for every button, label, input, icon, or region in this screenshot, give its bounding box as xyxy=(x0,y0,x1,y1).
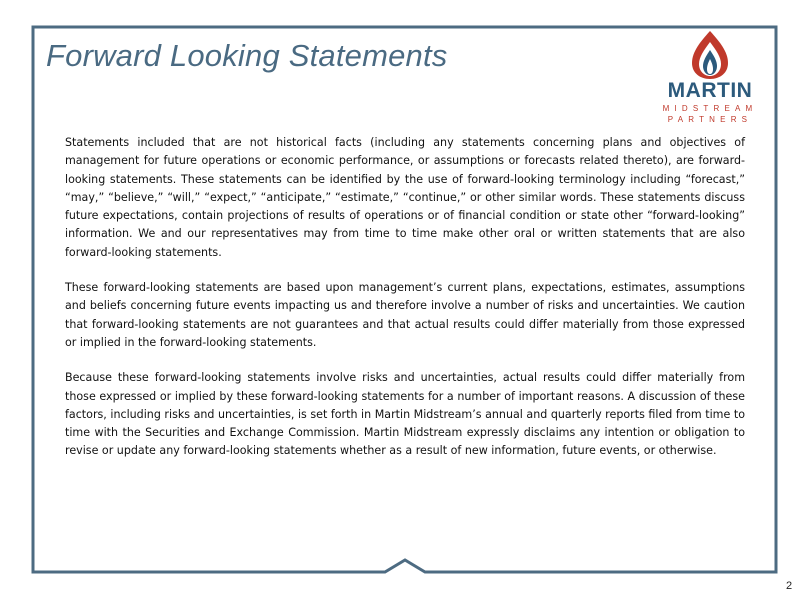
paragraph-statements: Statements included that are not historical facts (including any statements concerning plans and objectives of management for future operations or economic performance, or assumptions or forecasts related thereto), are forward-looking statements. These statements can be identified by the use of forward-looking terminology including “forecast,” “may,” “believe,” “will,” “expect,” “anticipate,” “estimate,” “continue,” or other similar words. These statements discuss future expectations, contain projections of results of operations or of financial condition or state other “forward-looking” information. We and our representatives may from time to time make other oral or written statements that are also forward-looking statements. xyxy=(65,136,745,259)
slide-title: Forward Looking Statements xyxy=(46,38,448,73)
logo-subline-midstream: MIDSTREAM xyxy=(662,104,758,113)
logo-wordmark: MARTIN xyxy=(667,79,753,102)
company-logo xyxy=(650,30,770,126)
paragraph-risks: Because these forward-looking statements involve risks and uncertainties, actual results could differ materially from those expressed or implied by these forward-looking statements for a number of important reasons. A discussion of these factors, including risks and uncertainties, is set forth in Martin Midstream’s annual and quarterly reports filed from time to time with the Securities and Exchange Commission. Martin Midstream expressly disclaims any intention or obligation to revise or update any forward-looking statements whether as a result of new information, future events, or otherwise. xyxy=(65,371,745,458)
flame-icon xyxy=(688,30,732,80)
page-number: 2 xyxy=(786,580,793,592)
paragraph-assumptions: These forward-looking statements are based upon management’s current plans, expectations, estimates, assumptions and beliefs concerning future events impacting us and therefore involve a number of risks and uncertainties. We caution that forward-looking statements are not guarantees and that actual results could differ materially from those expressed or implied in the forward-looking statements. xyxy=(65,281,745,349)
disclaimer-body xyxy=(65,134,745,478)
logo-subline-partners: PARTNERS xyxy=(667,115,753,124)
